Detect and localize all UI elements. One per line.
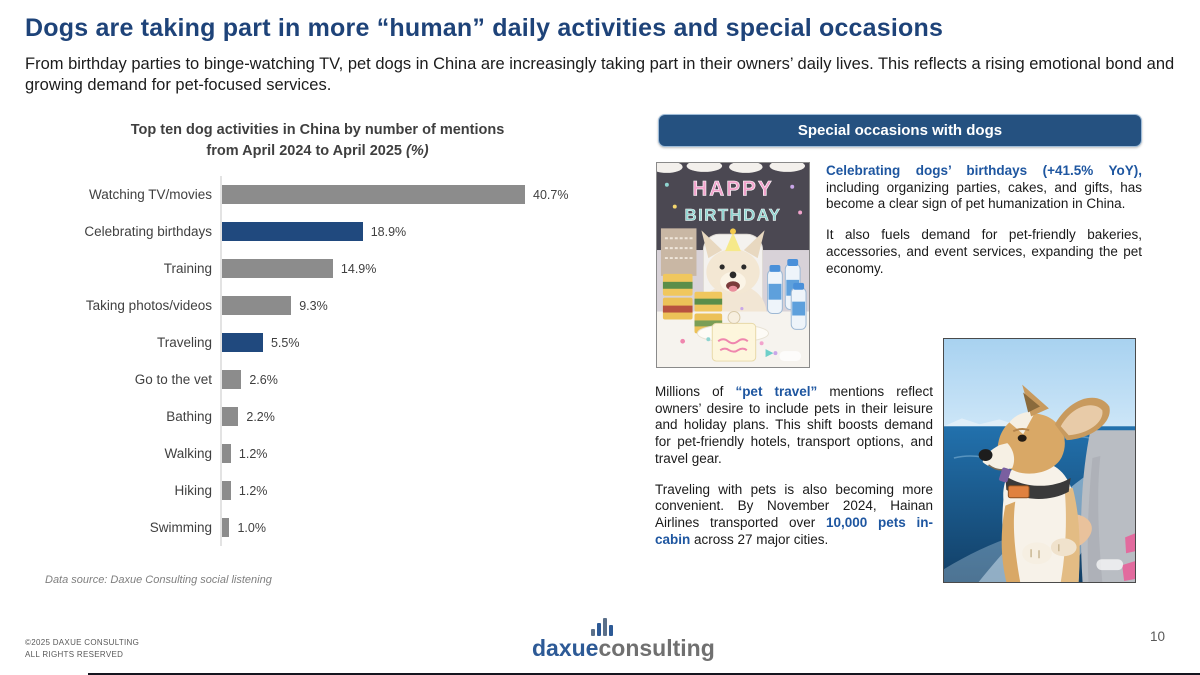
chart-bar	[222, 296, 291, 315]
banner-birthday-text: BIRTHDAY	[684, 205, 782, 225]
page-subtitle: From birthday parties to binge-watching TV, pet dogs in China are increasingly taking part in their owners’ daily lives. This reflects a rising emotional bond and growing demand for pet-focused services.	[25, 55, 1175, 94]
chart-source: Data source: Daxue Consulting social listening	[45, 574, 272, 586]
chart-bar	[222, 444, 231, 463]
chart-category-label: Walking	[164, 446, 212, 461]
chart-bar	[222, 407, 238, 426]
chart-value-label: 5.5%	[270, 335, 300, 350]
chart-row	[30, 287, 605, 324]
chart-category-label: Celebrating birthdays	[84, 224, 212, 239]
chart-value-label: 14.9%	[340, 261, 377, 276]
chart-row	[30, 398, 605, 435]
chart-category-label: Taking photos/videos	[85, 298, 212, 313]
chart-category-label: Traveling	[156, 335, 212, 350]
chart-bar	[222, 222, 363, 241]
chart-bar-area	[220, 176, 568, 213]
page-number: 10	[1150, 629, 1166, 644]
chart-bar-area	[220, 324, 299, 361]
birthday-text-block	[826, 163, 1142, 291]
chart-value-label: 18.9%	[370, 224, 407, 239]
chart-bar-area	[220, 287, 328, 324]
logo-bars-icon	[590, 616, 616, 636]
chart-bar	[222, 259, 333, 278]
chart-row	[30, 435, 605, 472]
chart-title	[30, 120, 605, 162]
chart-bar-area	[220, 213, 406, 250]
logo-consulting-text: consulting	[598, 635, 715, 661]
daxue-consulting-logo	[532, 616, 715, 661]
chart-bar-area	[220, 509, 266, 546]
chart-bar	[222, 518, 229, 537]
pets-in-cabin-highlight: 10,000 pets in-cabin	[655, 515, 933, 547]
banner-happy-text: HAPPY	[692, 177, 774, 201]
chart-bar-area	[220, 472, 267, 509]
chart-title-line2: from April 2024 to April 2025	[206, 143, 402, 160]
chart-bar-area	[220, 398, 275, 435]
copyright-notice	[25, 637, 139, 662]
chart-bar-area	[220, 361, 278, 398]
logo-wordmark	[532, 635, 715, 661]
chart-row	[30, 324, 605, 361]
chart-row	[30, 472, 605, 509]
chart-row	[30, 176, 605, 213]
chart-title-line1: Top ten dog activities in China by number of mentions	[130, 122, 505, 138]
pet-travel-highlight: “pet travel”	[735, 384, 818, 399]
chart-row	[30, 213, 605, 250]
chart-category-label: Watching TV/movies	[88, 187, 212, 202]
chart-category-label: Go to the vet	[134, 372, 212, 387]
chart-category-label: Bathing	[166, 409, 212, 424]
chart-row	[30, 250, 605, 287]
chart-category-label: Hiking	[174, 483, 212, 498]
chart-bar	[222, 333, 263, 352]
copyright-line2: ALL RIGHTS RESERVED	[25, 650, 124, 660]
activities-bar-chart	[30, 176, 605, 546]
chart-value-label: 2.6%	[249, 372, 278, 387]
chart-bar-area	[220, 435, 267, 472]
corgi-boat-photo	[943, 338, 1136, 583]
chart-value-label: 1.2%	[238, 483, 268, 498]
chart-value-label: 2.2%	[246, 409, 275, 424]
logo-daxue-text: daxue	[532, 635, 599, 661]
chart-bar	[222, 481, 231, 500]
chart-bar-area	[220, 250, 376, 287]
chart-row	[30, 509, 605, 546]
chart-bar	[222, 370, 241, 389]
birthday-dog-photo	[656, 162, 810, 368]
birthday-paragraph-2: It also fuels demand for pet-friendly bakeries, accessories, and event services, expanding the pet economy.	[826, 227, 1142, 276]
birthday-highlight: Celebrating dogs’ birthdays (+41.5% YoY),	[826, 163, 1142, 178]
chart-value-label: 1.2%	[238, 446, 268, 461]
chart-category-label: Swimming	[149, 520, 212, 535]
chart-value-label: 40.7%	[533, 187, 569, 202]
chart-bar	[222, 185, 525, 204]
travel-paragraph-1: Millions of “pet travel” mentions reflect owners’ desire to include pets in their leisure and holiday plans. This shift boosts demand for pet-friendly hotels, transport options, and travel gear.	[655, 384, 933, 466]
chart-value-label: 9.3%	[299, 298, 328, 313]
travel-text-block	[655, 384, 933, 563]
special-occasions-header: Special occasions with dogs	[658, 114, 1142, 147]
copyright-line1: ©2025 DAXUE CONSULTING	[25, 638, 140, 647]
travel-paragraph-2: Traveling with pets is also becoming more convenient. By November 2024, Hainan Airlines transported over 10,000 pets in-cabin across 27 major cities.	[655, 481, 933, 547]
chart-row	[30, 361, 605, 398]
birthday-paragraph-1: Celebrating dogs’ birthdays (+41.5% YoY), including organizing parties, cakes, and gifts, has become a clear sign of pet humanization in China.	[826, 163, 1142, 212]
chart-category-label: Training	[163, 261, 212, 276]
chart-title-unit: (%)	[406, 143, 429, 160]
page-title: Dogs are taking part in more “human” daily activities and special occasions	[25, 14, 944, 42]
chart-value-label: 1.0%	[237, 520, 266, 535]
